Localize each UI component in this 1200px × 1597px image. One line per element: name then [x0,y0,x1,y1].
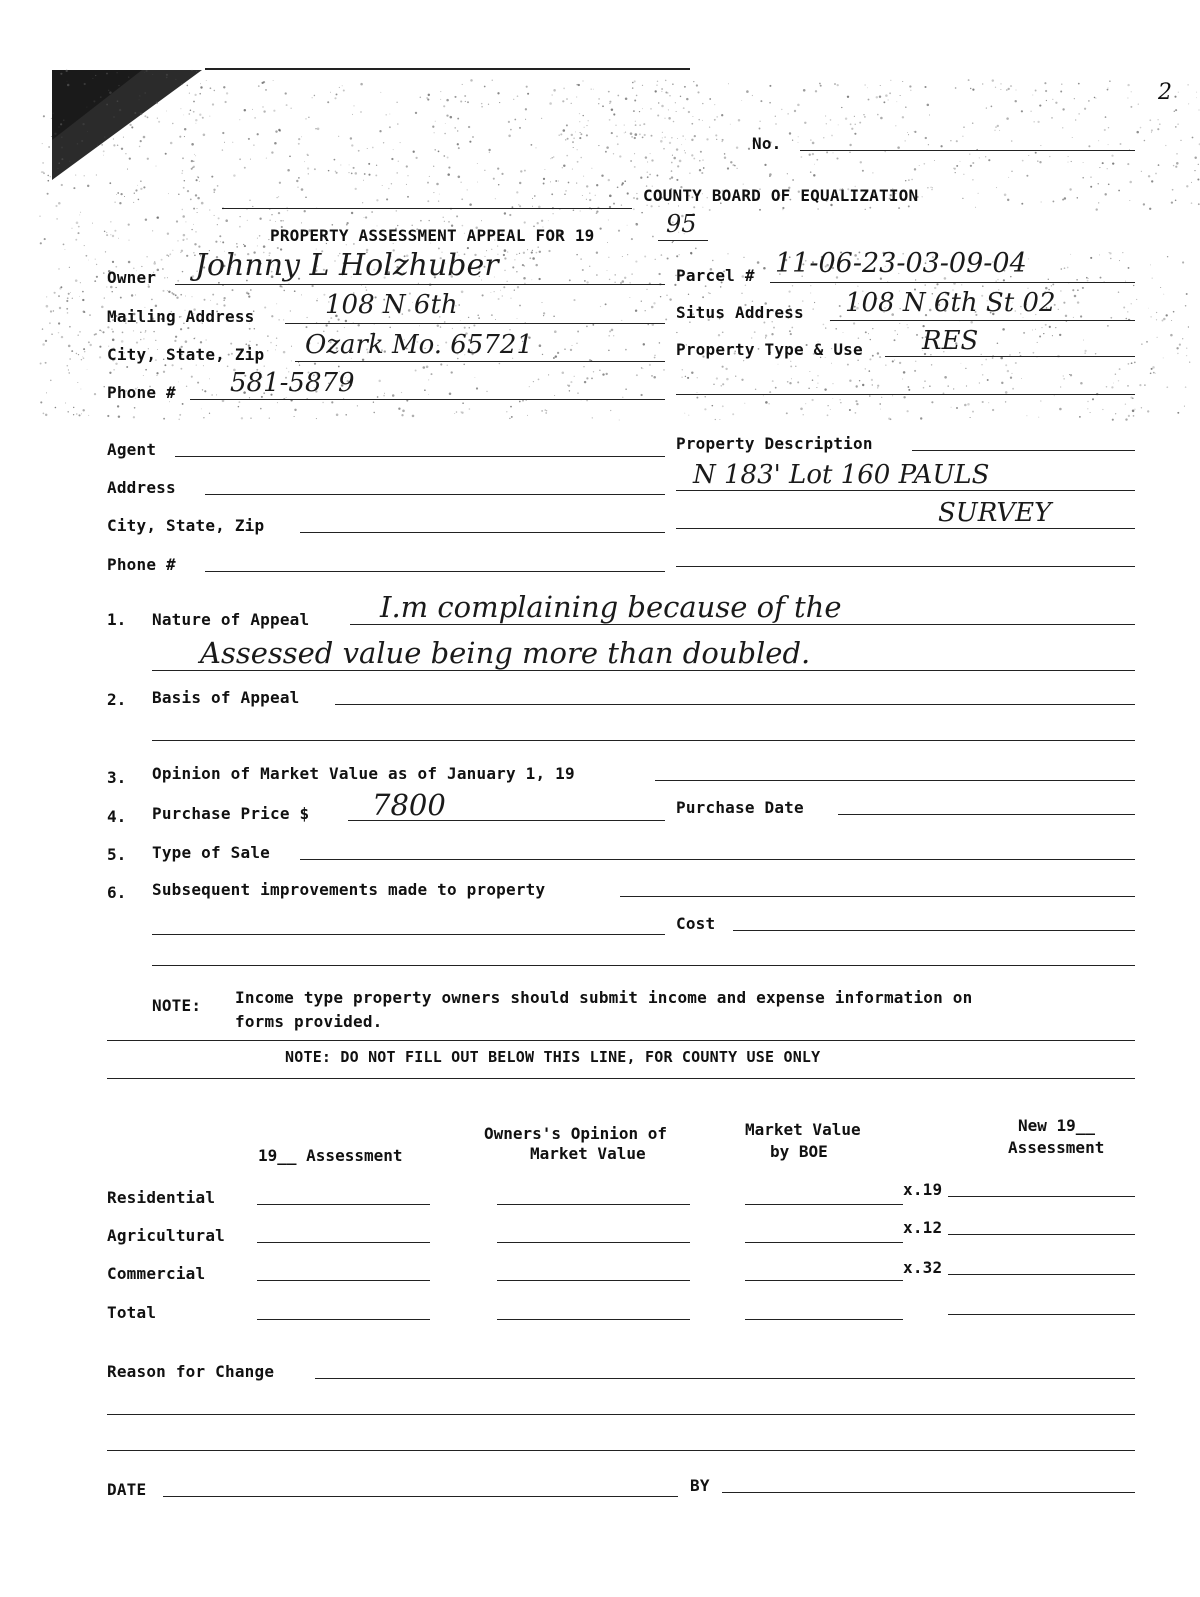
county-rule [107,1078,1135,1079]
number-line [800,150,1135,151]
row-label: Commercial [107,1264,206,1283]
description-line-4 [676,566,1135,567]
cost-line [733,930,1135,931]
description-value-2: SURVEY [938,498,1052,528]
row-label: Residential [107,1188,216,1207]
row-cell [745,1242,903,1243]
row-cell [948,1314,1135,1315]
col-market-value-header-1: Market Value [745,1120,861,1139]
col-new-assessment-header-2: Assessment [1008,1138,1105,1157]
situs-line [830,320,1135,321]
col-owner-opinion-header-2: Market Value [530,1144,646,1163]
row-label: Agricultural [107,1226,225,1245]
date-line [163,1496,678,1497]
row-cell [948,1234,1135,1235]
item-6-number: 6. [107,883,127,902]
nature-line-2 [152,670,1135,671]
row-cell [745,1204,903,1205]
basis-label: Basis of Appeal [152,688,300,707]
situs-label: Situs Address [676,303,804,322]
sale-label: Type of Sale [152,843,270,862]
by-line [722,1492,1135,1493]
type-label: Property Type & Use [676,340,863,359]
item-2-number: 2. [107,690,127,709]
number-label: No. [752,134,782,153]
note-text-2: forms provided. [235,1012,383,1031]
basis-line-2 [152,740,1135,741]
phone-line [190,399,665,400]
improvements-line-3 [152,965,1135,966]
agent-label: Agent [107,440,157,459]
owner-value: Johnny L Holzhuber [195,248,499,283]
row-cell [257,1319,430,1320]
sale-line [300,859,1135,860]
item-1-number: 1. [107,610,127,629]
nature-value-2: Assessed value being more than doubled. [200,636,811,670]
date-label: DATE [107,1480,147,1499]
agent-address-line [205,494,665,495]
mailing-value: 108 N 6th [325,290,458,320]
description-line-3 [676,528,1135,529]
row-cell [497,1319,690,1320]
mailing-label: Mailing Address [107,307,255,326]
description-line-2 [676,490,1135,491]
row-cell [257,1204,430,1205]
row-cell [948,1274,1135,1275]
note-label: NOTE: [152,996,202,1015]
owner-line [175,284,665,285]
improvements-label: Subsequent improvements made to property [152,880,546,899]
year-line [658,240,708,241]
agent-city-label: City, State, Zip [107,516,265,535]
agent-address-label: Address [107,478,176,497]
header-rule [205,68,690,70]
reason-line-1 [315,1378,1135,1379]
year-value: 95 [666,210,697,238]
col-owner-opinion-header-1: Owners's Opinion of [484,1124,668,1143]
row-factor: x.32 [903,1258,943,1277]
parcel-line [770,282,1135,283]
agent-phone-label: Phone # [107,555,176,574]
row-cell [497,1242,690,1243]
row-cell [745,1280,903,1281]
row-cell [497,1204,690,1205]
city-label: City, State, Zip [107,345,265,364]
owner-label: Owner [107,268,157,287]
col-new-assessment-header-1: New 19__ [1018,1116,1096,1135]
price-value: 7800 [372,788,446,822]
phone-label: Phone # [107,383,176,402]
phone-value: 581-5879 [230,368,355,398]
description-line-1 [912,450,1135,451]
type-line [885,356,1135,357]
row-cell [745,1319,903,1320]
opinion-label: Opinion of Market Value as of January 1, 19 [152,764,575,783]
city-line [295,361,665,362]
basis-line-1 [335,704,1135,705]
county-use-note: NOTE: DO NOT FILL OUT BELOW THIS LINE, FOR COUNTY USE ONLY [285,1048,821,1066]
purchase-date-line [838,814,1135,815]
agent-city-line [300,532,665,533]
improvements-line-2 [152,934,665,935]
note-rule [107,1040,1135,1041]
situs-value: 108 N 6th St 02 [845,288,1056,318]
purchase-date-label: Purchase Date [676,798,804,817]
opinion-line [655,780,1135,781]
by-label: BY [690,1476,710,1495]
nature-label: Nature of Appeal [152,610,310,629]
agent-line [175,456,665,457]
improvements-line [620,896,1135,897]
note-text-1: Income type property owners should submit income and expense information on [235,988,973,1007]
nature-value-1: I.m complaining because of the [380,590,842,624]
col-market-value-header-2: by BOE [770,1142,828,1161]
city-value: Ozark Mo. 65721 [305,330,534,360]
board-title: COUNTY BOARD OF EQUALIZATION [643,186,919,205]
title-rule [222,208,632,209]
description-label: Property Description [676,434,873,453]
form-title: PROPERTY ASSESSMENT APPEAL FOR 19 [270,226,595,245]
row-cell [948,1196,1135,1197]
type-line-2 [676,394,1135,395]
item-3-number: 3. [107,768,127,787]
row-cell [257,1280,430,1281]
row-factor: x.12 [903,1218,943,1237]
col-assessment-header: 19__ Assessment [258,1146,403,1165]
parcel-value: 11-06-23-03-09-04 [775,248,1027,279]
reason-line-3 [107,1450,1135,1451]
row-factor: x.19 [903,1180,943,1199]
description-value-1: N 183' Lot 160 PAULS [693,460,990,490]
reason-label: Reason for Change [107,1362,275,1381]
price-label: Purchase Price $ [152,804,310,823]
row-label: Total [107,1303,157,1322]
nature-line-1 [350,624,1135,625]
row-cell [497,1280,690,1281]
mailing-line [285,323,665,324]
page-mark: 2 [1158,80,1172,105]
cost-label: Cost [676,914,716,933]
agent-phone-line [205,571,665,572]
item-5-number: 5. [107,845,127,864]
type-value: RES [922,326,979,356]
reason-line-2 [107,1414,1135,1415]
parcel-label: Parcel # [676,266,755,285]
item-4-number: 4. [107,807,127,826]
price-line [348,820,665,821]
row-cell [257,1242,430,1243]
